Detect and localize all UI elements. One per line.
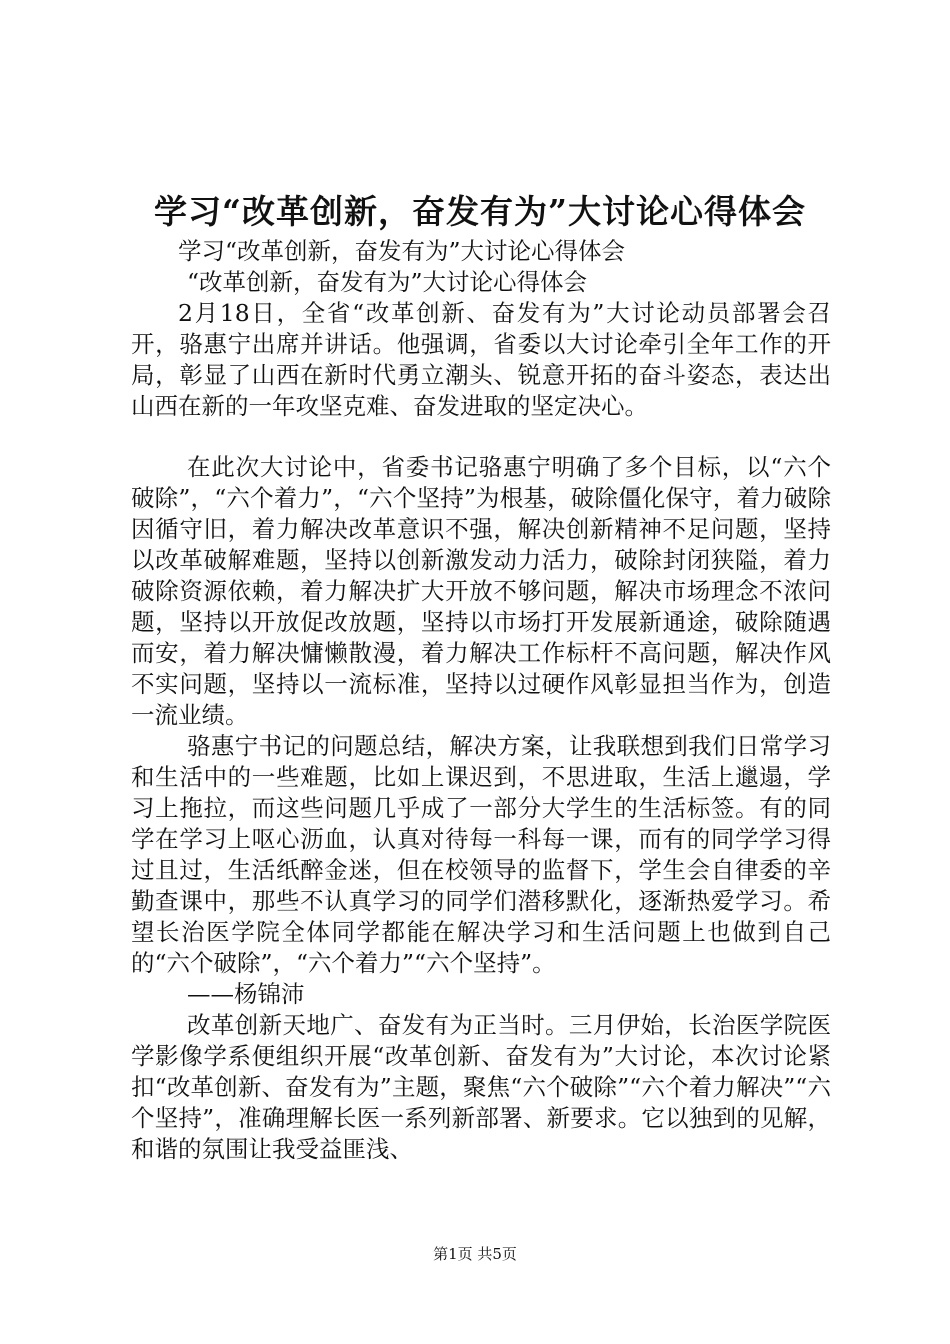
document-body	[131, 236, 831, 1165]
paragraph-discussion: 改革创新天地广、奋发有为正当时。三月伊始，长治医学院医学影像学系便组织开展“改革创新、奋发有为”大讨论，本次讨论紧扣“改革创新、奋发有为”主题，聚焦“六个破除”“六个着力解决”“六个坚持”，准确理解长医一系列新部署、新要求。它以独到的见解，和谐的氛围让我受益匪浅、	[131, 1011, 831, 1163]
paragraph-goals: 在此次大讨论中，省委书记骆惠宁明确了多个目标，以“六个破除”，“六个着力”，“六个坚持”为根基，破除僵化保守，着力破除因循守旧，着力解决改革意识不强，解决创新精神不足问题，坚持以改革破解难题，坚持以创新激发动力活力，破除封闭狭隘，着力破除资源依赖，着力解决扩大开放不够问题，解决市场理念不浓问题，坚持以开放促改放题，坚持以市场打开发展新通途，破除随遇而安，着力解决慵懒散漫，着力解决工作标杆不高问题，解决作风不实问题，坚持以一流标准，坚持以过硬作风彰显担当作为，创造一流业绩。	[131, 453, 831, 729]
subtitle-line-2: “改革创新，奋发有为”大讨论心得体会	[187, 268, 588, 296]
paragraph-reflection: 骆惠宁书记的问题总结，解决方案，让我联想到我们日常学习和生活中的一些难题，比如上课迟到，不思进取，生活上邋遢，学习上拖拉，而这些问题几乎成了一部分大学生的生活标签。有的同学在学习上呕心沥血，认真对待每一科每一课，而有的同学学习得过且过，生活纸醉金迷，但在校领导的监督下，学生会自律委的辛勤查课中，那些不认真学习的同学们潜移默化，逐渐热爱学习。希望长治医学院全体同学都能在解决学习和生活问题上也做到自己的“六个破除”，“六个着力”“六个坚持”。	[131, 732, 831, 977]
subtitle-line-1: 学习“改革创新，奋发有为”大讨论心得体会	[178, 237, 626, 265]
paragraph-spacer	[131, 422, 831, 452]
paragraph-intro: 2月18日，全省“改革创新、奋发有为”大讨论动员部署会召开，骆惠宁出席并讲话。他强调，省委以大讨论牵引全年工作的开局，彰显了山西在新时代勇立潮头、锐意开拓的奋斗姿态，表达出山西在新的一年攻坚克难、奋发进取的坚定决心。	[131, 299, 831, 420]
page-number: 第1页 共5页	[433, 1245, 517, 1263]
author-signature: ——杨锦沛	[187, 980, 305, 1008]
document-title: 学习“改革创新，奋发有为”大讨论心得体会	[154, 192, 806, 231]
